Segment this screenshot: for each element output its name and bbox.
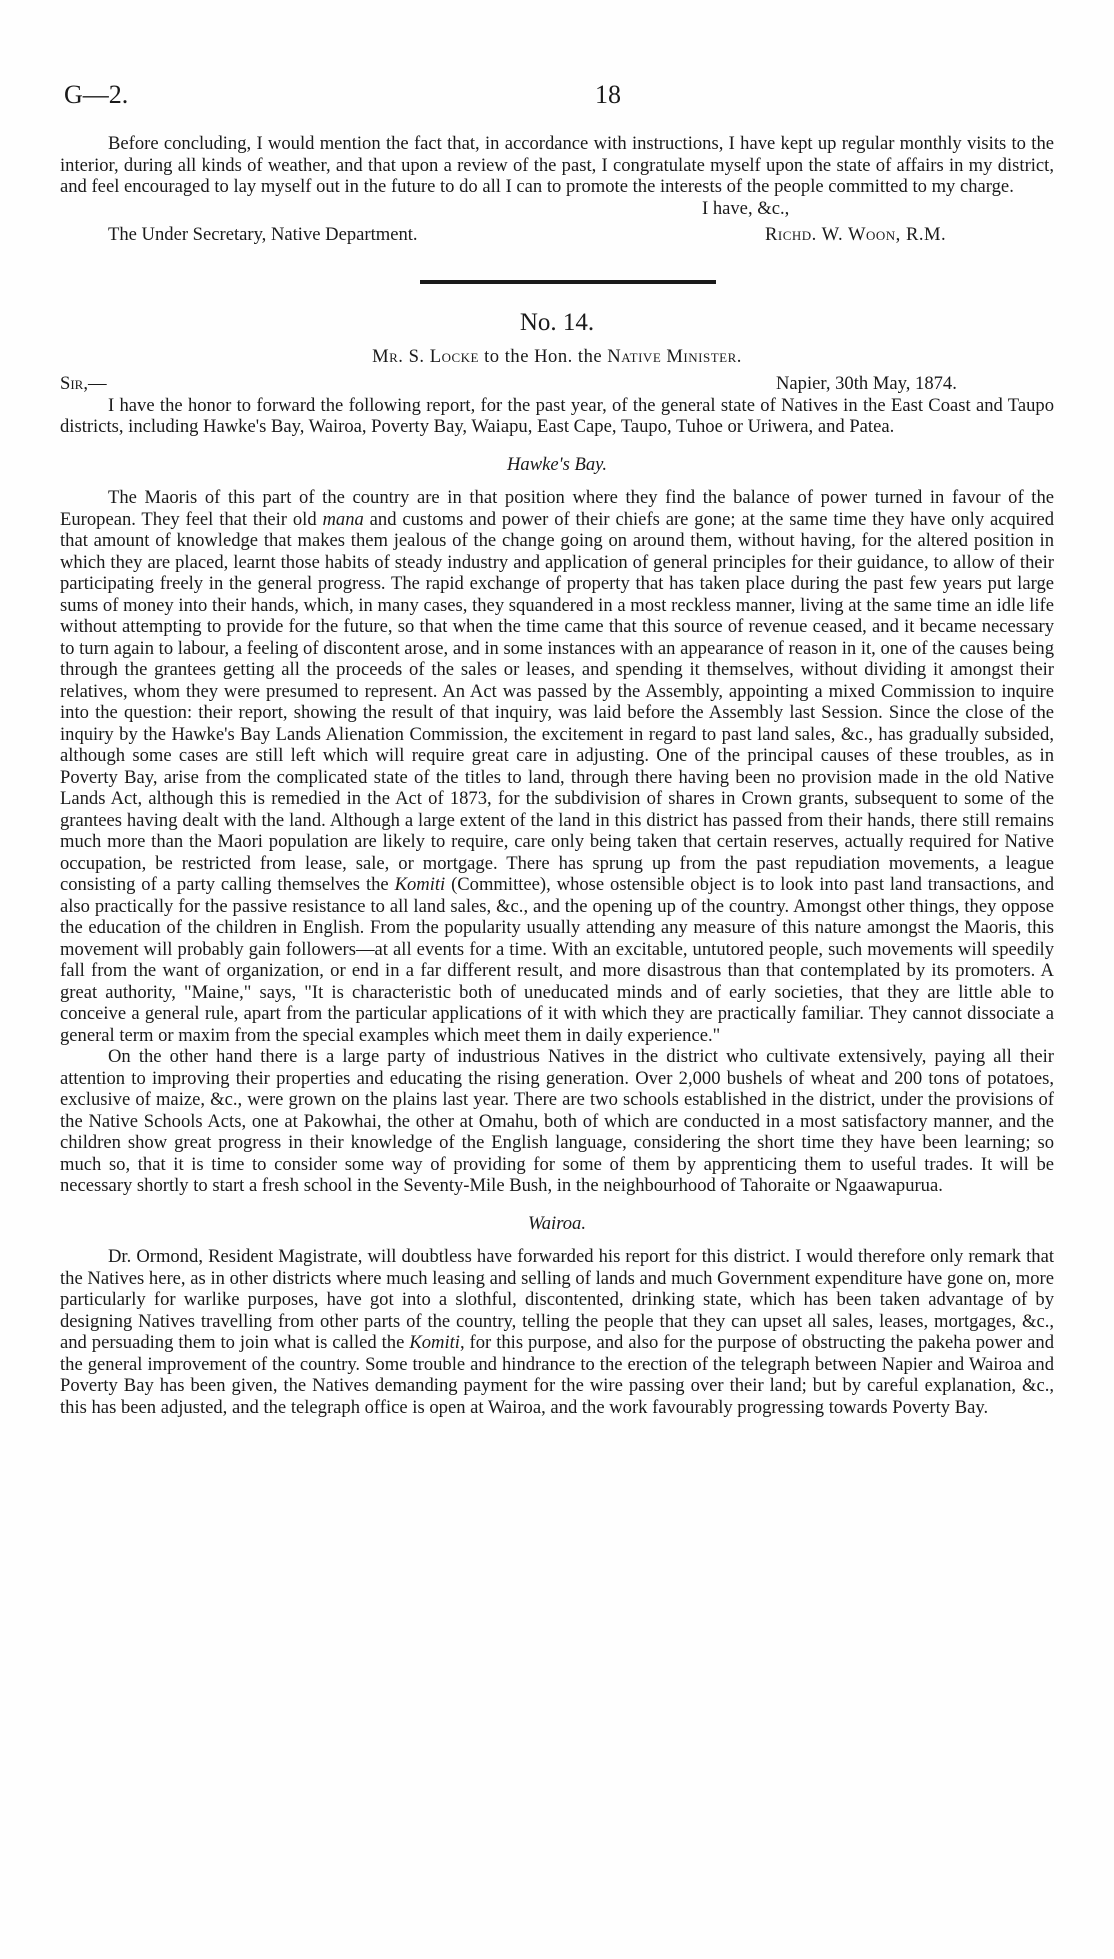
letter-title [60, 346, 1054, 368]
salutation-line [60, 373, 1054, 395]
italic-term-komiti: Komiti [409, 1332, 460, 1353]
text-run: , for this purpose, and also for the purpose of obstructing the pakeha power and the general improvement of the country. Some trouble and hindrance to the erection of the telegraph between Napier and Wairoa and Poverty Bay has been given, the Natives demanding payment for the wire passing over their land; but by careful explanation, &c., this has been adjusted, and the telegraph office is open at Wairoa, and the work favourably progressing towards Poverty Bay. [60, 1332, 1055, 1418]
italic-term-komiti: Komiti [394, 874, 446, 895]
closing-paragraph: Before concluding, I would mention the fact that, in accordance with instructions, I have kept up regular monthly visits to the interior, during all kinds of weather, and that upon a review of the past, I congratulate myself upon the state of affairs in my district, and feel encouraged to lay myself out in the future to do all I can to promote the interests of the people committed to my charge. [60, 133, 1054, 197]
letter-sender: Mr. S. Locke [372, 345, 479, 367]
section-heading-hawkes-bay: Hawke's Bay. [506, 453, 608, 475]
intro-paragraph: I have the honor to forward the following report, for the past year, of the general state of Natives in the East Coast and Taupo districts, including Hawke's Bay, Wairoa, Poverty Bay, Waiapu, East Cape, Taupo, Tuhoe or Uriwera, and Patea. [60, 394, 1054, 437]
page-number: 18 [595, 80, 621, 109]
signature-line [60, 224, 1054, 246]
text-run: (Committee), whose ostensible object is to look into past land transactions, and also practically for the passive resistance to all land sales, &c., and the opening up of the country. Amongst other things, they oppose the education of the children in English. From the popularity usually attending any measure of this nature amongst the Maoris, this movement will probably gain followers—at all events for a time. With an excitable, untutored people, such movements will speedily fall from the want of organization, or end in a far different result, and more disastrous than that contemplated by its promoters. A great authority, "Maine," says, "It is characteristic both of uneducated minds and of early societies, that they are little able to conceive a general rule, apart from the particular applications of it with which they are practically familiar. They cannot dissociate a general term or maxim from the special examples which meet them in daily experience." [60, 874, 1055, 1046]
document-body [60, 133, 1054, 1418]
text-run: Dr. Ormond, Resident Magistrate, will doubtless have forwarded his report for this district. I would therefore only remark that the Natives here, as in other districts where much leasing and selling of lands and much Government expenditure have gone on, more particularly for warlike purposes, have got into a slothful, discontented, drinking state, which has been taken advantage of by designing Natives travelling from other parts of the country, telling the people that they can upset all sales, leases, mortgages, &c., and persuading them to join what is called the [60, 1246, 1054, 1353]
addressee: The Under Secretary, Native Department. [108, 224, 418, 245]
section-heading-wairoa: Wairoa. [527, 1212, 587, 1234]
wairoa-paragraph-1 [60, 1246, 1054, 1418]
text-run: and customs and power of their chiefs are gone; at the same time they have only acquired that amount of knowledge that makes them jealous of the change going on around them, without having, for the altered position in which they are placed, learnt those habits of steady industry and application of general principles for their guidance, to allow of their participating freely in the general progress. The rapid exchange of property that has taken place during the past few years put large sums of money into their hands, which, in many cases, they squandered in a most reckless manner, living at the same time an idle life without attempting to provide for the future, so that when the time came that this source of revenue ceased, and it became necessary to turn again to labour, a feeling of discontent arose, and in some instances with an appearance of reason in it, one of the causes being through the grantees getting all the proceeds of the sales or leases, and spending it themselves, without dividing it amongst their relatives, whom they were presumed to represent. An Act was passed by the Assembly, appointing a mixed Commission to inquire into the question: their report, showing the result of that inquiry, was laid before the Assembly last Session. Since the close of the inquiry by the Hawke's Bay Lands Alienation Commission, the excitement in regard to past land sales, &c., has gradually subsided, although some cases are still left which will require great care in adjusting. One of the principal causes of these troubles, as in Poverty Bay, arise from the complicated state of the titles to land, through there having been no provision made in the old Native Lands Act, although this is remedied in the Act of 1873, for the subdivision of shares in Crown grants, subsequent to some of the grantees having dealt with the land. Although a large extent of the land in this district has passed from their hands, there still remains much more than the Maori population are likely to require, care only being taken that certain reserves, actually required for Native occupation, be restricted from lease, sale, or mortgage. There has sprung up from the past repudiation movements, a league consisting of a party calling themselves the [60, 508, 1054, 895]
document-reference: G—2. [64, 80, 129, 109]
complimentary-close: I have, &c., [702, 197, 790, 219]
running-header [60, 80, 1054, 112]
letter-title-mid: to the Hon. the [478, 345, 608, 367]
section-divider [420, 280, 716, 284]
hawkes-bay-paragraph-2: On the other hand there is a large party of industrious Natives in the district who cultivate extensively, paying all their attention to improving their properties and educating the rising generation. Over 2,000 bushels of wheat and 200 tons of potatoes, exclusive of maize, &c., were grown on the plains last year. There are two schools established in the district, under the provisions of the Native Schools Acts, one at Pakowhai, the other at Omahu, both of which are conducted in a most satisfactory manner, and the children show great progress in their knowledge of the English language, considering the short time they have been learning; so much so, that it is time to consider some way of providing for some of them by apprenticing them to useful trades. It will be necessary shortly to start a fresh school in the Seventy-Mile Bush, in the neighbourhood of Tahoraite or Ngaawapurua. [60, 1046, 1054, 1196]
text-run: The Maoris of this part of the country are in that position where they find the balance of power turned in favour of the European. They feel that their old [60, 487, 1054, 530]
italic-term-mana: mana [322, 508, 364, 530]
complimentary-close-line [60, 198, 1054, 220]
letter-number: No. 14. [519, 308, 595, 336]
salutation: Sir,— [60, 373, 107, 394]
place-date: Napier, 30th May, 1874. [776, 373, 957, 394]
letter-recipient: Native Minister. [607, 345, 742, 367]
signature: Richd. W. Woon, R.M. [765, 224, 947, 245]
hawkes-bay-paragraph-1 [60, 487, 1054, 1046]
